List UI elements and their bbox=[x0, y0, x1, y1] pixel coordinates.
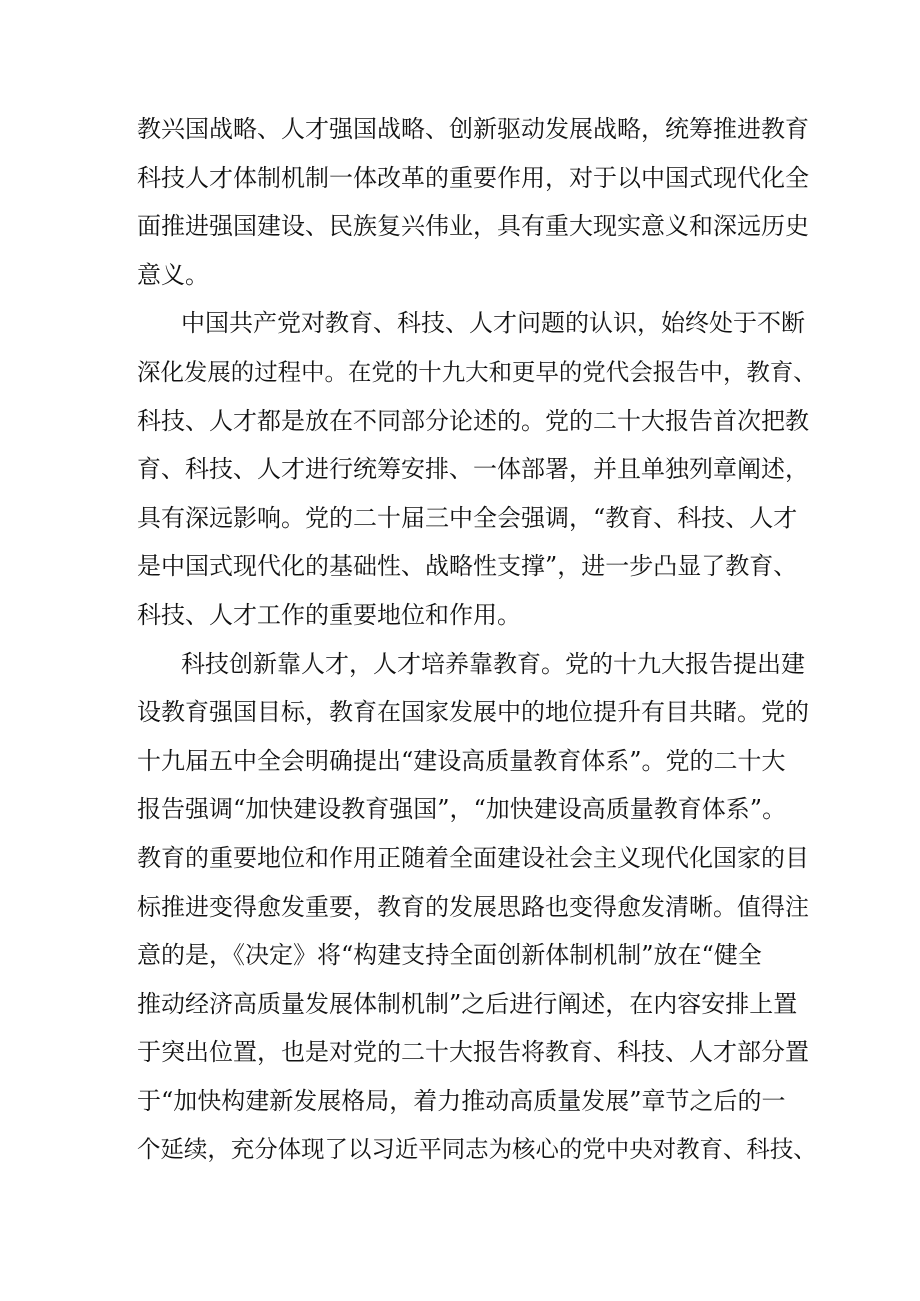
text-line: 十九届五中全会明确提出“建设高质量教育体系”。党的二十大 bbox=[137, 746, 786, 775]
text-line: 意义。 bbox=[137, 260, 209, 289]
text-line: 科技、人才都是放在不同部分论述的。党的二十大报告首次把教 bbox=[137, 406, 809, 435]
text-line: 科技人才体制机制一体改革的重要作用，对于以中国式现代化全 bbox=[137, 163, 809, 192]
text-line: 教兴国战略、人才强国战略、创新驱动发展战略，统筹推进教育 bbox=[137, 115, 809, 143]
text-line: 育、科技、人才进行统筹安排、一体部署，并且单独列章阐述， bbox=[137, 455, 809, 484]
text-line: 教育的重要地位和作用正随着全面建设社会主义现代化国家的目 bbox=[137, 843, 809, 872]
text-line: 报告强调“加快建设教育强国”，“加快建设高质量教育体系”。 bbox=[137, 795, 787, 824]
text-line: 意的是，《决定》将“构建支持全面创新体制机制”放在“健全 bbox=[137, 941, 762, 970]
text-line: 具有深远影响。党的二十届三中全会强调，“教育、科技、人才 bbox=[137, 503, 798, 532]
text-line: 科技、人才工作的重要地位和作用。 bbox=[137, 600, 521, 629]
text-line: 推动经济高质量发展体制机制”之后进行阐述，在内容安排上置 bbox=[137, 989, 798, 1018]
text-line: 设教育强国目标，教育在国家发展中的地位提升有目共睹。党的 bbox=[137, 698, 809, 727]
text-line: 个延续，充分体现了以习近平同志为核心的党中央对教育、科技、 bbox=[137, 1135, 817, 1164]
text-line: 是中国式现代化的基础性、战略性支撑”，进一步凸显了教育、 bbox=[137, 552, 798, 581]
text-line: 深化发展的过程中。在党的十九大和更早的党代会报告中，教育、 bbox=[137, 357, 817, 386]
text-line: 标推进变得愈发重要，教育的发展思路也变得愈发清晰。值得注 bbox=[137, 892, 809, 921]
text-line: 于突出位置，也是对党的二十大报告将教育、科技、人才部分置 bbox=[137, 1038, 809, 1067]
text-line: 于“加快构建新发展格局，着力推动高质量发展”章节之后的一 bbox=[137, 1086, 786, 1115]
paragraph-first-line: 中国共产党对教育、科技、人才问题的认识，始终处于不断 bbox=[181, 309, 805, 338]
paragraph-first-line: 科技创新靠人才，人才培养靠教育。党的十九大报告提出建 bbox=[181, 649, 805, 678]
text-line: 面推进强国建设、民族复兴伟业，具有重大现实意义和深远历史 bbox=[137, 212, 809, 241]
body-text bbox=[137, 105, 817, 1174]
